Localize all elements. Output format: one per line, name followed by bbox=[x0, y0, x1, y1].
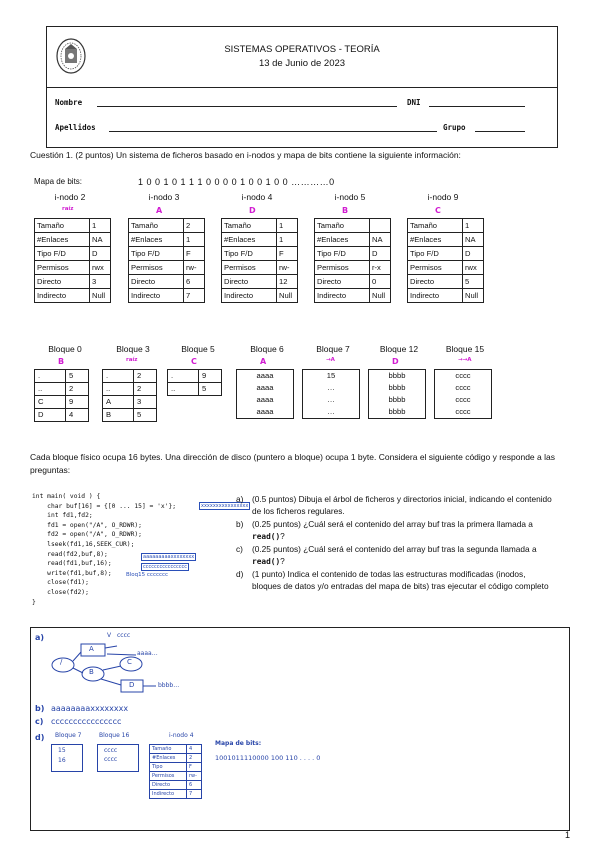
inode-row bbox=[129, 233, 205, 247]
inode-field: Indirecto bbox=[315, 289, 370, 303]
inode-row bbox=[408, 275, 484, 289]
dir-entry-name: . bbox=[168, 370, 199, 383]
directory-block bbox=[34, 369, 89, 422]
inode-value: 1 bbox=[184, 233, 205, 247]
inode-row bbox=[315, 261, 391, 275]
data-block-line: bbbb bbox=[388, 371, 406, 380]
inode-value: 7 bbox=[184, 289, 205, 303]
question-1-statement: Cuestión 1. (2 puntos) Un sistema de ficheros basado en i-nodos y mapa de bits contiene la siguiente información: bbox=[30, 150, 461, 160]
dir-entry bbox=[35, 409, 89, 422]
block-hw-label: C bbox=[191, 357, 197, 366]
answer-d-bloque16 bbox=[97, 744, 139, 772]
inode-field: Directo bbox=[129, 275, 184, 289]
sub-question bbox=[236, 494, 556, 517]
inode-row bbox=[408, 233, 484, 247]
answer-d-label: d) bbox=[35, 733, 45, 742]
inode-row bbox=[408, 261, 484, 275]
inode-field: Permisos bbox=[35, 261, 90, 275]
apellidos-field[interactable] bbox=[109, 131, 437, 132]
inode-field: #Enlaces bbox=[408, 233, 463, 247]
inode-field: #Enlaces bbox=[35, 233, 90, 247]
inode-table bbox=[407, 218, 484, 303]
data-block-line: bbbb bbox=[388, 395, 406, 404]
inode-hw-label: D bbox=[249, 206, 256, 215]
answer-c-label: c) bbox=[35, 717, 44, 726]
answer-inode-rows bbox=[149, 744, 202, 799]
dir-entry bbox=[35, 383, 89, 396]
data-block-line: bbbb bbox=[388, 383, 406, 392]
tree-v-label: V bbox=[107, 632, 112, 639]
inode-value: F bbox=[277, 247, 298, 261]
answer-inode-value: 2 bbox=[187, 754, 202, 763]
inode-field: #Enlaces bbox=[222, 233, 277, 247]
dir-entry-inode: 5 bbox=[66, 370, 89, 383]
block-hw-label: →→A bbox=[458, 357, 472, 363]
sub-question bbox=[236, 544, 556, 567]
exam-title: SISTEMAS OPERATIVOS - TEORÍA bbox=[224, 44, 380, 55]
inode-field: Tipo F/D bbox=[408, 247, 463, 261]
directory-block bbox=[102, 369, 157, 422]
data-block bbox=[236, 369, 294, 419]
inode-row bbox=[35, 247, 111, 261]
inode-row bbox=[129, 219, 205, 233]
dir-entry-inode: 2 bbox=[134, 370, 157, 383]
answer-b-value: aaaaaaaaxxxxxxxx bbox=[51, 704, 129, 713]
inode-row bbox=[222, 261, 298, 275]
inode-value: D bbox=[463, 247, 484, 261]
directory-block bbox=[167, 369, 222, 396]
data-block-line: aaaa bbox=[256, 407, 274, 416]
answer-inode-row bbox=[150, 745, 202, 754]
inode-field: Permisos bbox=[315, 261, 370, 275]
dir-entry-name: A bbox=[103, 396, 134, 409]
block-hw-label: →A bbox=[326, 357, 335, 363]
inode-value: 1 bbox=[463, 219, 484, 233]
inode-table bbox=[128, 218, 205, 303]
inode-value: 0 bbox=[370, 275, 391, 289]
code-line: int main( void ) { bbox=[32, 493, 101, 500]
inode-value: rwx bbox=[463, 261, 484, 275]
inode-value: 1 bbox=[277, 219, 298, 233]
inode-field: Directo bbox=[35, 275, 90, 289]
inode-field: Permisos bbox=[408, 261, 463, 275]
answer-box[interactable] bbox=[30, 627, 570, 831]
data-block-line: cccc bbox=[455, 395, 471, 404]
inode-value: Null bbox=[277, 289, 298, 303]
data-block-line: … bbox=[327, 383, 335, 392]
inode-value: 5 bbox=[463, 275, 484, 289]
bloque16-line-1: cccc bbox=[104, 747, 118, 754]
inode-field: Tipo F/D bbox=[35, 247, 90, 261]
block-hw-label: D bbox=[392, 357, 399, 366]
dir-entry-name: .. bbox=[35, 383, 66, 396]
block-title: Bloque 12 bbox=[379, 344, 419, 354]
block-hw-label: B bbox=[58, 357, 65, 366]
dir-entry bbox=[103, 396, 157, 409]
inode-row bbox=[222, 219, 298, 233]
inode-row bbox=[222, 289, 298, 303]
dir-entry-inode: 5 bbox=[199, 383, 222, 396]
dir-entry-name: B bbox=[103, 409, 134, 422]
answer-inode-field: Directo bbox=[150, 781, 187, 790]
inode-field: Indirecto bbox=[129, 289, 184, 303]
answer-inode-field: Tipo bbox=[150, 763, 187, 772]
answer-inode-row bbox=[150, 790, 202, 799]
inode-value: F bbox=[184, 247, 205, 261]
inode-field: #Enlaces bbox=[129, 233, 184, 247]
dir-entry bbox=[103, 370, 157, 383]
inode-row bbox=[408, 289, 484, 303]
code-line: fd1 = open("/A", O_RDWR); bbox=[32, 521, 142, 529]
code-line: write(fd1,buf,8); bbox=[32, 569, 112, 577]
answer-a-label: a) bbox=[35, 633, 45, 642]
dir-entry-inode: 5 bbox=[134, 409, 157, 422]
data-block-line: … bbox=[327, 407, 335, 416]
exam-date: 13 de Junio de 2023 bbox=[258, 58, 346, 69]
sub-question-text: (0.25 puntos) ¿Cuál será el contenido del array buf tras la primera llamada a bbox=[252, 519, 533, 529]
inode-row bbox=[129, 275, 205, 289]
inode-row bbox=[129, 261, 205, 275]
inode-title: i-nodo 2 bbox=[54, 192, 86, 202]
sub-question-code: read() bbox=[252, 556, 281, 566]
inode-field: Directo bbox=[222, 275, 277, 289]
inode-title: i-nodo 4 bbox=[241, 192, 273, 202]
inode-row bbox=[408, 219, 484, 233]
inode-hw-label: raíz bbox=[62, 206, 74, 212]
tree-node-a: A bbox=[89, 645, 94, 653]
inode-value: 1 bbox=[90, 219, 111, 233]
inode-field: Directo bbox=[408, 275, 463, 289]
inode-field: Indirecto bbox=[35, 289, 90, 303]
code-line: } bbox=[32, 598, 36, 606]
hw-read2: cccccccccccccccc bbox=[143, 564, 187, 570]
block-title: Bloque 6 bbox=[250, 344, 284, 354]
data-block-line: aaaa bbox=[256, 395, 274, 404]
inode-hw-label: C bbox=[435, 206, 441, 215]
university-seal-icon bbox=[55, 37, 87, 75]
answer-inode-row bbox=[150, 754, 202, 763]
page-number: 1 bbox=[564, 830, 570, 840]
inode-field: Tamaño bbox=[129, 219, 184, 233]
code-line: close(fd1); bbox=[32, 579, 89, 587]
inode-row bbox=[315, 275, 391, 289]
inode-field: Tamaño bbox=[408, 219, 463, 233]
answer-d-mapa-value: 1001011110000 100 110 . . . . 0 bbox=[215, 754, 321, 762]
block-hw-label: A bbox=[260, 357, 267, 366]
inode-value: rwx bbox=[90, 261, 111, 275]
tree-node-c: C bbox=[127, 658, 132, 666]
answer-d-inode-table bbox=[149, 744, 202, 799]
tree-a-v: cccc bbox=[117, 632, 131, 639]
answer-d-bloque16-title: Bloque 16 bbox=[99, 732, 130, 739]
block-title: Bloque 15 bbox=[445, 344, 485, 354]
inode-value: D bbox=[90, 247, 111, 261]
inode-row bbox=[35, 233, 111, 247]
dir-entry-name: C bbox=[35, 396, 66, 409]
inode-value: 6 bbox=[184, 275, 205, 289]
dir-entry-inode: 9 bbox=[199, 370, 222, 383]
block-info-paragraph: Cada bloque físico ocupa 16 bytes. Una dirección de disco (puntero a bloque) ocupa 1 byte. Considera el siguiente código y responde a las preguntas: bbox=[30, 452, 555, 475]
inode-title: i-nodo 5 bbox=[334, 192, 366, 202]
hw-read1: aaaaaaaaaxxxxxxxx bbox=[143, 554, 195, 560]
dir-entry-inode: 4 bbox=[66, 409, 89, 422]
header-title-row bbox=[47, 27, 557, 88]
inode-row bbox=[35, 219, 111, 233]
dir-entry-inode: 2 bbox=[134, 383, 157, 396]
inode-value: rw- bbox=[277, 261, 298, 275]
answer-d-mapa-label: Mapa de bits: bbox=[215, 740, 262, 747]
block-hw-label: raíz bbox=[126, 357, 138, 363]
inode-hw-label: B bbox=[342, 206, 349, 215]
inode-row bbox=[315, 233, 391, 247]
nombre-label: Nombre bbox=[55, 98, 83, 107]
answer-d-bloque7 bbox=[51, 744, 83, 772]
data-block-line: cccc bbox=[455, 383, 471, 392]
inode-value: Null bbox=[370, 289, 391, 303]
bitmap-label: Mapa de bits: bbox=[34, 177, 83, 186]
inode-row bbox=[315, 219, 391, 233]
answer-inode-value: 7 bbox=[187, 790, 202, 799]
answer-c-value: cccccccccccccccc bbox=[51, 717, 122, 726]
dir-entry bbox=[103, 383, 157, 396]
dni-label: DNI bbox=[407, 98, 421, 107]
inode-field: Tamaño bbox=[222, 219, 277, 233]
code-line: close(fd2); bbox=[32, 588, 89, 596]
dir-entry-inode: 2 bbox=[66, 383, 89, 396]
answer-inode-row bbox=[150, 772, 202, 781]
answer-inode-row bbox=[150, 763, 202, 772]
sub-question-text: (1 punto) Indica el contenido de todas las estructuras modificadas (inodos, bloques de datos y/o entradas del mapa de bits) tras ejecutar el código completo bbox=[252, 569, 549, 591]
inode-value: NA bbox=[463, 233, 484, 247]
data-block-line: aaaa bbox=[256, 383, 274, 392]
dir-entry-name: D bbox=[35, 409, 66, 422]
sub-question-label: d) bbox=[236, 569, 244, 579]
answer-inode-field: Permisos bbox=[150, 772, 187, 781]
inode-title: i-nodo 3 bbox=[148, 192, 180, 202]
sub-question bbox=[236, 519, 556, 542]
inode-field: Permisos bbox=[222, 261, 277, 275]
data-block-line: 15 bbox=[326, 371, 336, 380]
inode-row bbox=[222, 247, 298, 261]
inode-value: 1 bbox=[277, 233, 298, 247]
hw-buf-init: xxxxxxxxxxxxxxxx bbox=[201, 503, 249, 509]
exam-header bbox=[46, 26, 558, 148]
inode-row bbox=[222, 233, 298, 247]
inode-field: Tipo F/D bbox=[222, 247, 277, 261]
tree-root: / bbox=[60, 658, 63, 666]
answer-inode-row bbox=[150, 781, 202, 790]
inode-row bbox=[129, 289, 205, 303]
inode-table bbox=[34, 218, 111, 303]
inode-field: Indirecto bbox=[408, 289, 463, 303]
inode-value: r-x bbox=[370, 261, 391, 275]
inode-row bbox=[35, 275, 111, 289]
data-block bbox=[302, 369, 360, 419]
data-block-line: aaaa bbox=[256, 371, 274, 380]
inode-value: 3 bbox=[90, 275, 111, 289]
data-block bbox=[368, 369, 426, 419]
code-listing bbox=[32, 492, 176, 607]
code-line: int fd1,fd2; bbox=[32, 512, 93, 520]
inode-value: Null bbox=[90, 289, 111, 303]
sub-question-text-end: ? bbox=[280, 555, 285, 566]
dir-entry bbox=[168, 383, 222, 396]
answer-d-bloque7-title: Bloque 7 bbox=[55, 732, 82, 739]
block-title: Bloque 3 bbox=[116, 344, 150, 354]
code-line: char buf[16] = {[0 ... 15] = 'x'}; bbox=[32, 502, 177, 510]
inode-field: Tipo F/D bbox=[129, 247, 184, 261]
inode-title: i-nodo 9 bbox=[427, 192, 459, 202]
tree-d-content: bbbb… bbox=[158, 682, 180, 689]
inode-value bbox=[370, 219, 391, 233]
block-title: Bloque 0 bbox=[48, 344, 82, 354]
answer-inode-value: rw- bbox=[187, 772, 202, 781]
inode-value: D bbox=[370, 247, 391, 261]
block-title: Bloque 5 bbox=[181, 344, 215, 354]
answer-inode-field: #Enlaces bbox=[150, 754, 187, 763]
data-block-line: cccc bbox=[455, 407, 471, 416]
dir-entry-name: .. bbox=[103, 383, 134, 396]
inode-row bbox=[315, 289, 391, 303]
data-block-line: cccc bbox=[455, 371, 471, 380]
dir-entry-name: .. bbox=[168, 383, 199, 396]
data-block-line: bbbb bbox=[388, 407, 406, 416]
sub-question-text: (0.5 puntos) Dibuja el árbol de ficheros y directorios inicial, indicando el contenido de los ficheros regulares. bbox=[252, 494, 552, 516]
sub-question-label: c) bbox=[236, 544, 243, 554]
inode-row bbox=[408, 247, 484, 261]
inode-value: rw- bbox=[184, 261, 205, 275]
data-block bbox=[434, 369, 492, 419]
inode-value: 12 bbox=[277, 275, 298, 289]
answer-b-label: b) bbox=[35, 704, 45, 713]
answer-inode-field: Tamaño bbox=[150, 745, 187, 754]
inode-field: Directo bbox=[315, 275, 370, 289]
tree-node-b: B bbox=[89, 668, 94, 676]
answer-inode-value: F bbox=[187, 763, 202, 772]
dir-entry-name: . bbox=[103, 370, 134, 383]
nombre-field[interactable] bbox=[97, 106, 397, 107]
inode-field: Tipo F/D bbox=[315, 247, 370, 261]
answer-inode-value: 4 bbox=[187, 745, 202, 754]
inode-value: Null bbox=[463, 289, 484, 303]
dir-entry bbox=[35, 396, 89, 409]
sub-question-label: a) bbox=[236, 494, 244, 504]
sub-question-code: read() bbox=[252, 531, 281, 541]
inode-table bbox=[314, 218, 391, 303]
answer-inode-value: 6 bbox=[187, 781, 202, 790]
dir-entry-inode: 9 bbox=[66, 396, 89, 409]
dir-entry-name: . bbox=[35, 370, 66, 383]
sub-question-text: (0.25 puntos) ¿Cuál será el contenido del array buf tras la segunda llamada a bbox=[252, 544, 537, 554]
code-line: read(fd2,buf,8); bbox=[32, 550, 108, 558]
grupo-field[interactable] bbox=[475, 131, 525, 132]
inode-row bbox=[35, 261, 111, 275]
bloque16-line-2: cccc bbox=[104, 756, 118, 763]
apellidos-label: Apellidos bbox=[55, 123, 96, 132]
dir-entry bbox=[35, 370, 89, 383]
code-line: read(fd1,buf,16); bbox=[32, 560, 112, 568]
inode-field: Indirecto bbox=[222, 289, 277, 303]
sub-question bbox=[236, 569, 556, 592]
answer-d-inodo-title: i-nodo 4 bbox=[169, 732, 194, 739]
inode-field: Permisos bbox=[129, 261, 184, 275]
inode-hw-label: A bbox=[156, 206, 163, 215]
bloque7-line-1: 15 bbox=[58, 747, 66, 754]
sub-question-label: b) bbox=[236, 519, 244, 529]
data-block-line: … bbox=[327, 395, 335, 404]
code-line: fd2 = open("/A", O_RDWR); bbox=[32, 531, 142, 539]
inode-field: Tamaño bbox=[315, 219, 370, 233]
answer-inode-field: Indirecto bbox=[150, 790, 187, 799]
sub-questions bbox=[236, 494, 556, 594]
tree-node-d: D bbox=[129, 681, 135, 689]
block-title: Bloque 7 bbox=[316, 344, 350, 354]
inode-row bbox=[35, 289, 111, 303]
dir-entry bbox=[168, 370, 222, 383]
tree-a-content: aaaa… bbox=[137, 650, 158, 657]
bitmap-value: 1 0 0 1 0 1 1 1 0 0 0 0 1 0 0 1 0 0 …………0 bbox=[138, 177, 335, 187]
dir-entry-inode: 3 bbox=[134, 396, 157, 409]
inode-row bbox=[222, 275, 298, 289]
dir-entry bbox=[103, 409, 157, 422]
sub-question-text-end: ? bbox=[280, 530, 285, 541]
bloque7-line-2: 16 bbox=[58, 757, 66, 764]
inode-value: 2 bbox=[184, 219, 205, 233]
inode-field: Tamaño bbox=[35, 219, 90, 233]
inode-value: NA bbox=[370, 233, 391, 247]
hw-write: Bloq15 ccccccc bbox=[126, 572, 169, 578]
dni-field[interactable] bbox=[429, 106, 525, 107]
inode-row bbox=[129, 247, 205, 261]
inode-row bbox=[315, 247, 391, 261]
grupo-label: Grupo bbox=[443, 123, 466, 132]
inode-field: #Enlaces bbox=[315, 233, 370, 247]
code-line: lseek(fd1,16,SEEK_CUR); bbox=[32, 540, 135, 548]
inode-table bbox=[221, 218, 298, 303]
inode-value: NA bbox=[90, 233, 111, 247]
